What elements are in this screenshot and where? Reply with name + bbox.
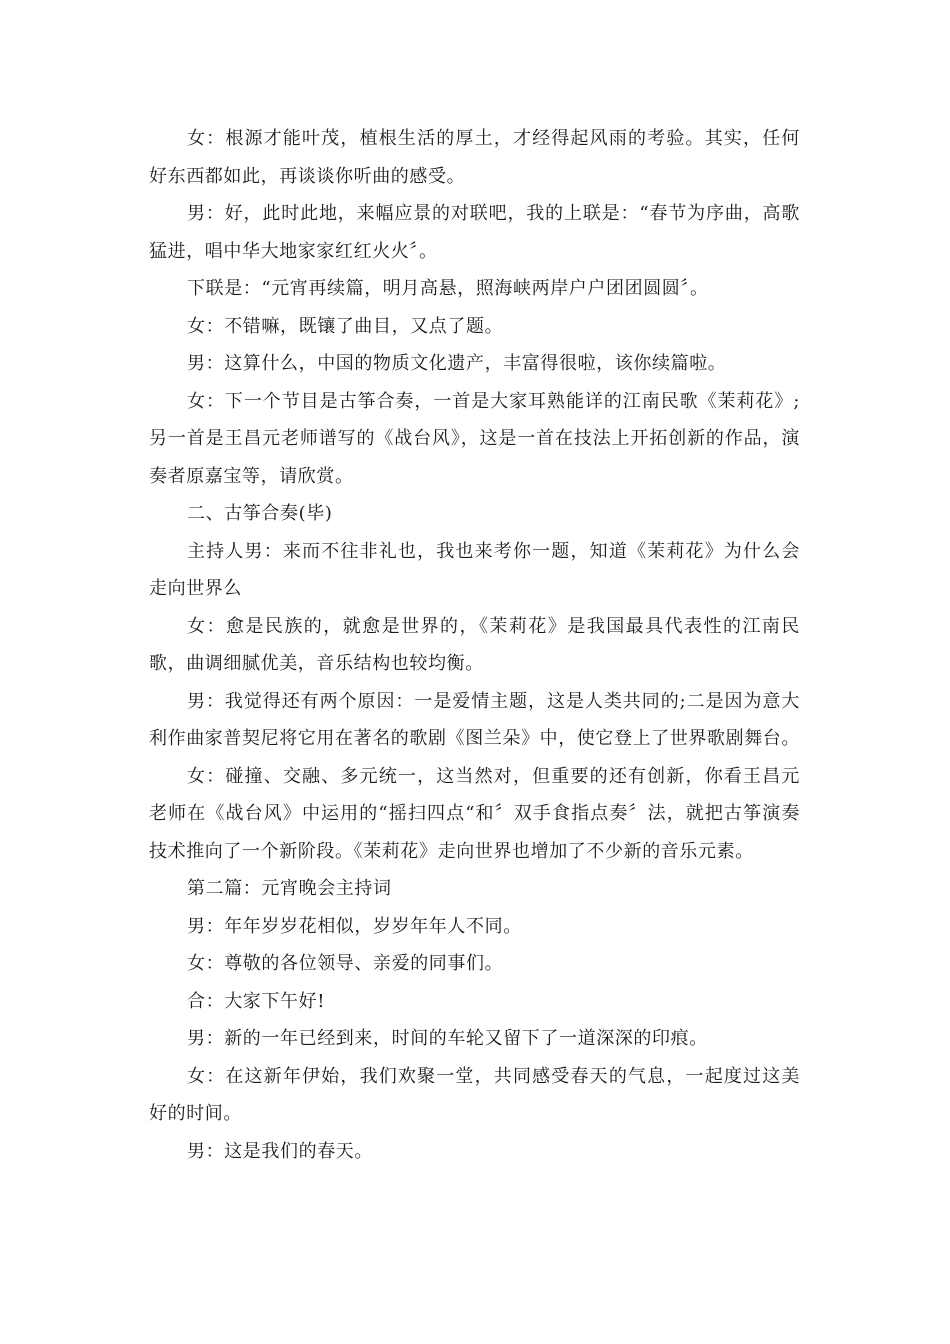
paragraph-17: 女：在这新年伊始，我们欢聚一堂，共同感受春天的气息，一起度过这美好的时间。 — [149, 1065, 800, 1124]
paragraph-16: 男：新的一年已经到来，时间的车轮又留下了一道深深的印痕。 — [187, 1028, 708, 1049]
paragraph-10: 男：我觉得还有两个原因：一是爱情主题，这是人类共同的;二是因为意大利作曲家普契尼将它用在著名的歌剧《图兰朵》中，使它登上了世界歌剧舞台。 — [149, 690, 800, 749]
paragraph-9: 女：愈是民族的，就愈是世界的，《茉莉花》是我国最具代表性的江南民歌，曲调细腻优美，音乐结构也较均衡。 — [149, 615, 800, 674]
paragraph-14: 女：尊敬的各位领导、亲爱的同事们。 — [187, 953, 504, 974]
paragraph-6: 女：下一个节目是古筝合奏，一首是大家耳熟能详的江南民歌《茉莉花》;另一首是王昌元老师谱写的《战台风》，这是一首在技法上开拓创新的作品，演奏者原嘉宝等，请欣赏。 — [149, 390, 800, 487]
paragraph-15: 合：大家下午好! — [187, 990, 326, 1012]
section-heading-part-two: 第二篇：元宵晚会主持词 — [187, 878, 392, 899]
paragraph-18: 男：这是我们的春天。 — [187, 1140, 373, 1162]
paragraph-5: 男：这算什么，中国的物质文化遗产，丰富得很啦，该你续篇啦。 — [187, 353, 727, 374]
paragraph-11: 女：碰撞、交融、多元统一，这当然对，但重要的还有创新，你看王昌元老师在《战台风》中运用的“摇扫四点“和〞双手食指点奏〞法，就把古筝演奏技术推向了一个新阶段。《茉莉花》走向世界也增加了不少新的音乐元素。 — [149, 765, 800, 862]
section-heading-guzheng: 二、古筝合奏(毕) — [187, 503, 333, 524]
paragraph-4: 女：不错嘛，既镶了曲目，又点了题。 — [187, 315, 504, 337]
paragraph-3: 下联是：“元宵再续篇，明月高悬，照海峡两岸户户团团圆圆〞。 — [187, 278, 709, 299]
paragraph-1: 女：根源才能叶茂，植根生活的厚土，才经得起风雨的考验。其实，任何好东西都如此，再谈谈你听曲的感受。 — [149, 128, 800, 187]
paragraph-8: 主持人男：来而不往非礼也，我也来考你一题，知道《茉莉花》为什么会走向世界么 — [149, 540, 800, 599]
document-body — [149, 120, 800, 1170]
paragraph-13: 男：年年岁岁花相似，岁岁年年人不同。 — [187, 915, 522, 937]
paragraph-2: 男：好，此时此地，来幅应景的对联吧，我的上联是：“春节为序曲，高歌猛进，唱中华大地家家红红火火〞。 — [149, 203, 800, 262]
